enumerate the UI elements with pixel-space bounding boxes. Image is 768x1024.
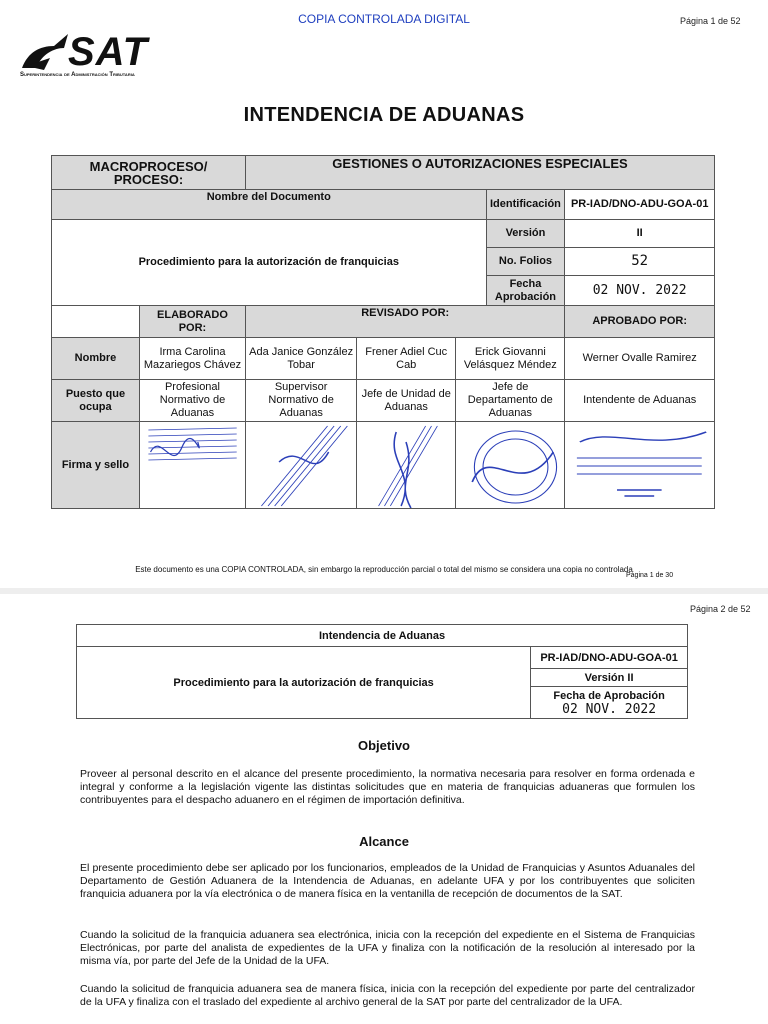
nombre-label: Nombre: [52, 338, 140, 380]
id-value: PR-IAD/DNO-ADU-GOA-01: [565, 190, 715, 220]
empty-corner: [52, 306, 140, 338]
page-title: INTENDENCIA DE ADUANAS: [243, 104, 525, 126]
person-name: Erick Giovanni Velásquez Méndez: [456, 338, 565, 380]
person-name: Ada Janice González Tobar: [246, 338, 357, 380]
stamp-icon: [565, 422, 714, 508]
page2-version: Versión II: [531, 669, 688, 687]
version-value: II: [565, 220, 715, 248]
revisado-label: REVISADO POR:: [246, 306, 565, 338]
page2-header-title: Intendencia de Aduanas: [77, 625, 688, 647]
person-name: Irma Carolina Mazariegos Chávez: [139, 338, 245, 380]
controlled-copy-label: COPIA CONTROLADA DIGITAL: [298, 12, 470, 26]
logo-subtitle: Superintendencia de Administración Tributaria: [20, 72, 135, 78]
signature-stamp: [456, 422, 565, 509]
page2-doc-name: Procedimiento para la autorización de franquicias: [77, 647, 531, 719]
person-role: Intendente de Aduanas: [565, 380, 715, 422]
puesto-label: Puesto que ocupa: [52, 380, 140, 422]
person-role: Jefe de Departamento de Aduanas: [456, 380, 565, 422]
footnote-page: Página 1 de 30: [626, 572, 674, 579]
fecha-value: 02 NOV. 2022: [565, 276, 715, 306]
person-role: Profesional Normativo de Aduanas: [139, 380, 245, 422]
person-role: Jefe de Unidad de Aduanas: [357, 380, 456, 422]
id-label: Identificación: [486, 190, 565, 220]
stamp-icon: [246, 422, 356, 508]
folios-value: 52: [565, 248, 715, 276]
page2-fecha: [531, 687, 688, 719]
objetivo-text: Proveer al personal descrito en el alcance del presente procedimiento, la normativa necesaria para resolver en forma ordenada e integral y conforme a la legislación vigente las distintas solicitudes que en materia de franquicias aduaneras que formulen los contribuyentes para el despacho aduanero en el régimen de importación definitiva.: [80, 768, 695, 806]
logo-text: SAT: [68, 30, 149, 74]
page2-header-table: [76, 624, 688, 719]
firma-label: Firma y sello: [52, 422, 140, 509]
doc-name-label: Nombre del Documento: [52, 190, 487, 220]
signature-stamp: [565, 422, 715, 509]
version-label: Versión: [486, 220, 565, 248]
signature-stamp: [357, 422, 456, 509]
alcance-paragraph: Cuando la solicitud de franquicia aduanera sea de manera física, inicia con la recepción del expediente por parte del centralizador de la UFA y finaliza con el traslado del expediente al archivo general de la SAT por parte del centralizador de la UFA.: [80, 983, 695, 1008]
document-control-table: [51, 155, 715, 509]
macroproceso-label: MACROPROCESO/ PROCESO:: [52, 156, 246, 190]
signature-stamp: [139, 422, 245, 509]
elaborado-label: ELABORADO POR:: [139, 306, 245, 338]
alcance-paragraph: El presente procedimiento debe ser aplicado por los funcionarios, empleados de la Unidad de Franquicias y Asuntos Aduanales del Departamento de Gestión Aduanera de la Intendencia de Aduanas, en adelante UFA y por los contribuyentes que soliciten franquicia aduanera por la vía electrónica o de manera física en la ventanilla de recepción de documentos de la SAT.: [80, 862, 695, 900]
page2-id-value: PR-IAD/DNO-ADU-GOA-01: [531, 647, 688, 669]
objetivo-title: Objetivo: [357, 738, 410, 753]
folios-label: No. Folios: [486, 248, 565, 276]
page2-fecha-label: Fecha de Aprobación: [553, 689, 665, 702]
person-role: Supervisor Normativo de Aduanas: [246, 380, 357, 422]
page-divider: [0, 588, 768, 594]
doc-name: Procedimiento para la autorización de franquicias: [52, 220, 487, 306]
fecha-label: Fecha Aprobación: [486, 276, 565, 306]
stamp-icon: [357, 422, 455, 508]
person-name: Frener Adiel Cuc Cab: [357, 338, 456, 380]
stamp-icon: [140, 422, 245, 508]
macroproceso-value: GESTIONES O AUTORIZACIONES ESPECIALES: [246, 156, 715, 190]
person-name: Werner Ovalle Ramirez: [565, 338, 715, 380]
stamp-icon: [456, 422, 564, 508]
controlled-copy-footnote: Este documento es una COPIA CONTROLADA, sin embargo la reproducción parcial o total del mismo se considera una copia no controlada: [135, 565, 633, 574]
alcance-title: Alcance: [359, 834, 409, 849]
alcance-paragraph: Cuando la solicitud de la franquicia aduanera sea electrónica, inicia con la recepción del expediente en el Sistema de Franquicias Electrónicas, por parte del analista de expedientes de la UFA y finaliza con la notificación de la resolución al interesado por la misma vía, por parte del Jefe de la Unidad de la UFA.: [80, 929, 695, 967]
signature-stamp: [246, 422, 357, 509]
aprobado-label: APROBADO POR:: [565, 306, 715, 338]
page-number: Página 2 de 52: [690, 604, 751, 614]
sat-logo: [20, 28, 200, 84]
page2-fecha-value: 02 NOV. 2022: [562, 701, 657, 717]
page-number: Página 1 de 52: [680, 16, 741, 26]
